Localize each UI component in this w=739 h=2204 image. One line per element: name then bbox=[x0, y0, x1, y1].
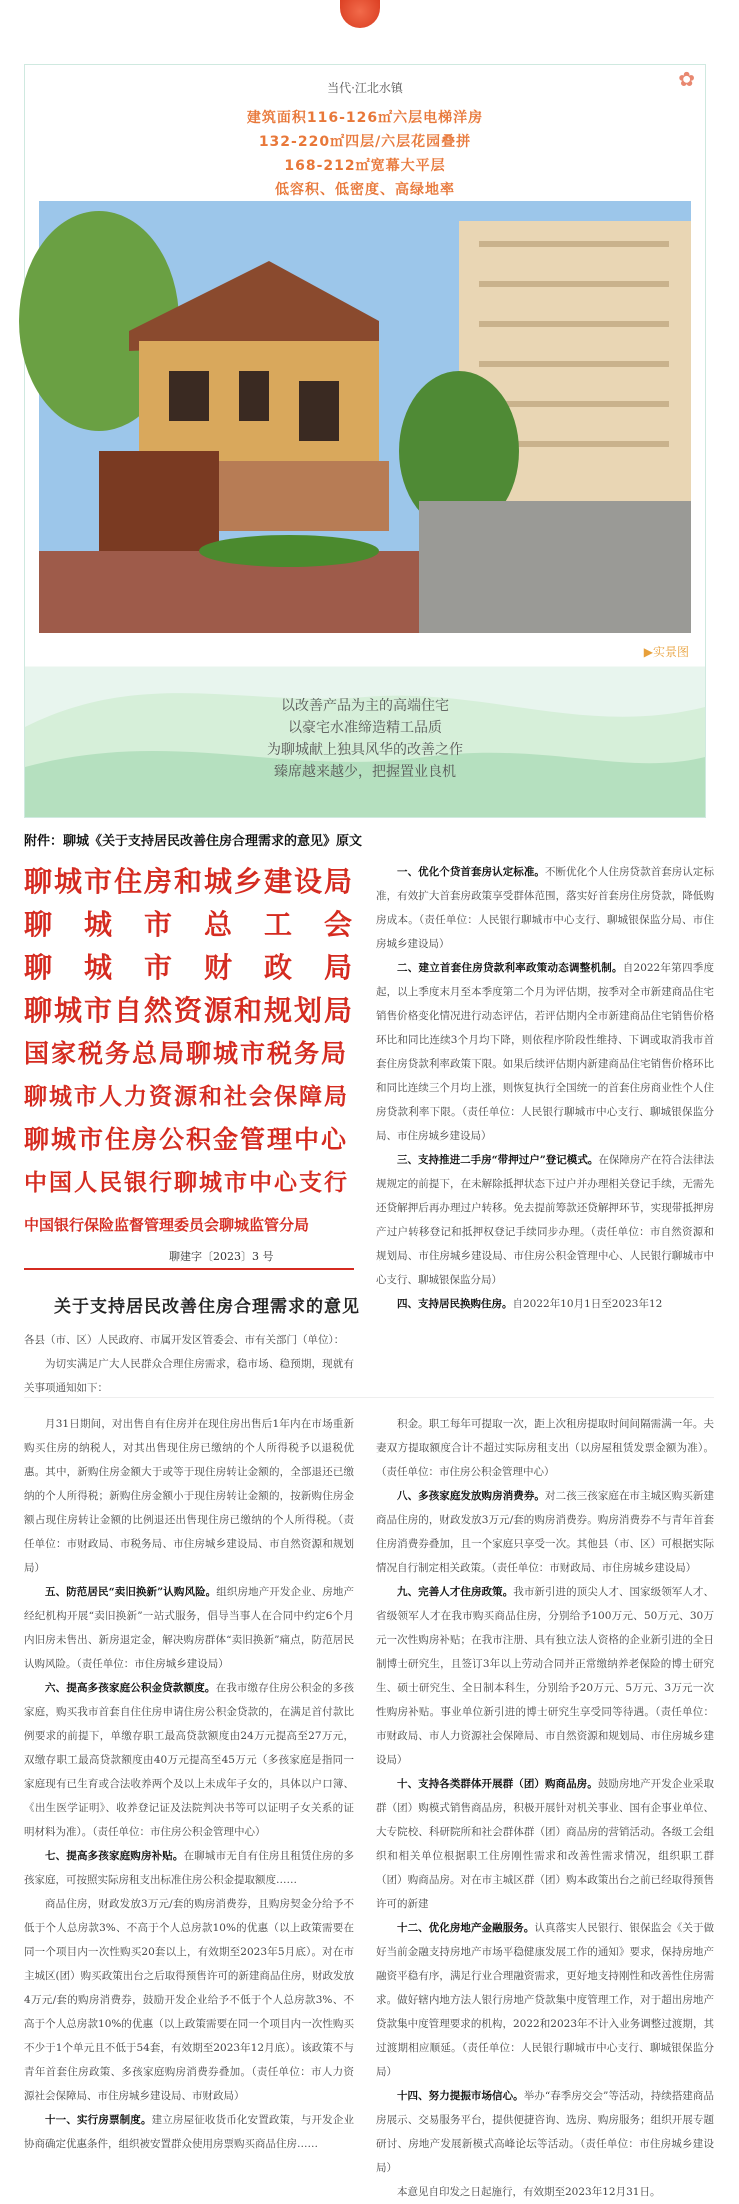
clause-text: 举办“春季房交会”等活动，持续搭建商品房展示、交易服务平台，提供便捷咨询、选房、购房服务；组织开展专题研讨、房地产发展新模式高峰论坛等活动。（责任单位：市住房城乡建设局） bbox=[376, 2090, 714, 2174]
doc-paragraph bbox=[24, 1844, 354, 1892]
promo-line: 132-220㎡四层/六层花园叠拼 bbox=[258, 134, 472, 150]
intro-text: 为切实满足广大人民群众合理住房需求，稳市场、稳预期，现就有关事项通知如下： bbox=[24, 1358, 354, 1394]
promo-line: 低容积、低密度、高绿地率 bbox=[275, 182, 455, 198]
doc-paragraph bbox=[376, 1292, 714, 1316]
clause-heading: 十二、优化房地产金融服务。 bbox=[397, 1922, 535, 1934]
doc-paragraph bbox=[376, 1148, 714, 1292]
clause-heading: 八、多孩家庭发放购房消费券。 bbox=[397, 1490, 545, 1502]
doc-paragraph bbox=[24, 1412, 354, 1580]
clause-text: 鼓励房地产开发企业采取群（团）购模式销售商品房，积极开展针对机关事业、国有企事业单位、大专院校、科研院所和社会群体群（团）商品房的营销活动。各级工会组织和相关单位根据职工住房刚性需求和改善性需求情况，组织职工群（团）购商品房。对在市主城区群（团）购本政策出台之前已经取得预售许可的新建 bbox=[376, 1778, 715, 1910]
issuer-name: 国家税务总局聊城市税务局 bbox=[24, 1039, 349, 1068]
intro-text: 各县（市、区）人民政府、市属开发区管委会、市有关部门（单位）： bbox=[24, 1334, 345, 1346]
real-photo-badge: ▶实景图 bbox=[643, 645, 689, 659]
doc-paragraph bbox=[376, 1484, 714, 1580]
page2-left-column bbox=[24, 1412, 354, 2164]
doc-paragraph bbox=[376, 1772, 714, 1916]
doc-paragraph bbox=[376, 956, 714, 1148]
page-divider bbox=[24, 1397, 714, 1398]
policy-document bbox=[24, 852, 715, 2198]
clause-text: 自2022年10月1日至2023年12 bbox=[512, 1298, 663, 1310]
clause-text: 组织房地产开发企业、房地产经纪机构开展“卖旧换新”一站式服务，倡导当事人在合同中约定6个月内旧房未售出、新房退定金，解决购房群体“卖旧换新”痛点，防范居民认购风险。（责任单位：市住房城乡建设局） bbox=[24, 1586, 354, 1670]
clause-heading: 一、优化个贷首套房认定标准。 bbox=[397, 866, 545, 878]
clause-text: 在聊城市无自有住房且租赁住房的多孩家庭，可按照实际房租支出标准住房公积金提取额度…… bbox=[24, 1850, 355, 1886]
issuer-name: 中国人民银行聊城市中心支行 bbox=[24, 1169, 349, 1196]
promo-slogan: 臻席越来越少，把握置业良机 bbox=[274, 764, 456, 780]
issuer-name: 聊城市人力资源和社会保障局 bbox=[24, 1083, 349, 1110]
villa-photo bbox=[39, 201, 691, 633]
clause-heading: 四、支持居民换购住房。 bbox=[397, 1298, 513, 1310]
issuer-name: 聊 城 市 财 政 局 bbox=[24, 951, 355, 984]
doc-paragraph bbox=[24, 1580, 354, 1676]
doc-paragraph bbox=[24, 2108, 354, 2156]
clause-heading: 十一、实行房票制度。 bbox=[45, 2114, 152, 2126]
clause-heading: 六、提高多孩家庭公积金贷款额度。 bbox=[45, 1682, 216, 1694]
promo-card bbox=[24, 64, 706, 818]
doc-paragraph bbox=[376, 1580, 714, 1772]
doc-paragraph bbox=[376, 2084, 714, 2180]
doc-paragraph bbox=[376, 860, 714, 956]
promo-line: 建筑面积116-126㎡六层电梯洋房 bbox=[246, 110, 484, 126]
issuer-name: 聊 城 市 总 工 会 bbox=[24, 908, 355, 941]
clause-text: 对二孩三孩家庭在市主城区购买新建商品住房的，财政发放3万元/套的购房消费券。购房消费券不与青年首套住房消费券叠加，且一个家庭只享受一次。其他县（市、区）可根据实际情况自行制定相关政策。（责任单位：市财政局、市住房城乡建设局） bbox=[376, 1490, 715, 1574]
promo-slogan: 为聊城献上独具风华的改善之作 bbox=[267, 742, 463, 758]
clause-text: 在我市缴存住房公积金的多孩家庭，购买我市首套自住住房申请住房公积金贷款的，在满足首付款比例要求的前提下，单缴存职工最高贷款额度由24万元提高至27万元，双缴存职工最高贷款额度由40万元提高至45万元（多孩家庭是指同一家庭现有已生育或合法收养两个及以上未成年子女的，具体以户口簿、《出生医学证明》、收养登记证及法院判决书等可以证明子女关系的证明材料为准）。（责任单位：市住房公积金管理中心） bbox=[24, 1682, 355, 1838]
promo-line: 168-212㎡宽幕大平层 bbox=[284, 158, 446, 174]
clause-text: 本意见自印发之日起施行，有效期至2023年12月31日。 bbox=[397, 2186, 661, 2198]
issuer-name: 聊城市住房公积金管理中心 bbox=[24, 1125, 349, 1154]
attachment-label: 附件：聊城《关于支持居民改善住房合理需求的意见》原文 bbox=[24, 834, 363, 849]
issuer-name: 聊城市自然资源和规划局 bbox=[24, 994, 355, 1027]
issuer-name: 中国银行保险监督管理委员会聊城监管分局 bbox=[24, 1216, 310, 1234]
doc-paragraph bbox=[376, 1916, 714, 2084]
issuer-header bbox=[24, 860, 354, 1247]
doc-paragraph bbox=[376, 2180, 714, 2204]
doc-paragraph bbox=[24, 1676, 354, 1844]
doc-number: 聊建字〔2023〕3 号 bbox=[169, 1250, 274, 1263]
issuer-name: 聊城市住房和城乡建设局 bbox=[24, 865, 355, 898]
clause-heading: 三、支持推进二手房“带押过户”登记模式。 bbox=[397, 1154, 599, 1166]
page2-right-column bbox=[376, 1412, 715, 2198]
doc-paragraph bbox=[376, 1412, 714, 1484]
doc-title: 关于支持居民改善住房合理需求的意见 bbox=[54, 1297, 360, 1317]
clause-text: 月31日期间，对出售自有住房并在现住房出售后1年内在市场重新购买住房的纳税人，对其出售现住房已缴纳的个人所得税予以退税优惠。其中，新购住房金额大于或等于现住房转让金额的，全部退还已缴纳的个人所得税；新购住房金额小于现住房转让金额的，按新购住房金额占现住房转让金额的比例退还出售现住房已缴纳的个人所得税。（责任单位：市财政局、市税务局、市住房城乡建设局、市自然资源和规划局） bbox=[24, 1418, 354, 1574]
clause-heading: 七、提高多孩家庭购房补贴。 bbox=[45, 1850, 184, 1862]
promo-slogan: 以豪宅水准缔造精工品质 bbox=[288, 720, 442, 736]
page1-right-column bbox=[376, 860, 714, 1380]
clause-heading: 二、建立首套住房贷款利率政策动态调整机制。 bbox=[397, 962, 623, 974]
red-rule bbox=[24, 1268, 354, 1270]
clause-text: 认真落实人民银行、银保监会《关于做好当前金融支持房地产市场平稳健康发展工作的通知》要求，保持房地产融资平稳有序，满足行业合理融资需求，更好地支持刚性和改善性住房需求。做好辖内地方法人银行房地产贷款集中度管理工作，对于超出房地产贷款集中度管理要求的机构，2022和2023年不计入业务调整过渡期，其过渡期相应顺延。（责任单位：人民银行聊城市中心支行、聊城银保监分局） bbox=[376, 1922, 715, 2078]
clause-heading: 十、支持各类群体开展群（团）购商品房。 bbox=[397, 1778, 598, 1790]
promo-location: 当代·江北水镇 bbox=[327, 81, 403, 95]
clause-text: 我市新引进的顶尖人才、国家级领军人才、省级领军人才在我市购买商品住房，分别给予100万元、50万元、30万元一次性购房补贴；在我市注册、具有独立法人资格的企业新引进的全日制博士研究生，且签订3年以上劳动合同并正常缴纳养老保险的博士研究生、硕士研究生、全日制本科生，分别给予20万元、5万元、3万元一次性购房补贴。事业单位新引进的博士研究生享受同等待遇。（责任单位：市财政局、市人力资源社会保障局、市自然资源和规划局、市住房城乡建设局） bbox=[376, 1586, 715, 1766]
clause-heading: 十四、努力提振市场信心。 bbox=[397, 2090, 524, 2102]
promo-slogan: 以改善产品为主的高端住宅 bbox=[281, 698, 449, 714]
clause-heading: 九、完善人才住房政策。 bbox=[397, 1586, 514, 1598]
clause-text: 商品住房，财政发放3万元/套的购房消费券，且购房契金分给予不低于个人总房款3%、不高于个人总房款10%的优惠（以上政策需要在同一个项目内一次性购买20套以上，有效期至2023年5月底）。对在市主城区(团）购买政策出台之后取得预售许可的新建商品住房，财政发放4万元/套的购房消费券，鼓励开发企业给予不低于个人总房款3%、不高于个人总房款10%的优惠（以上政策需要在同一个项目内一次性购买不少于1个单元且不低于54套，有效期至2023年12月底）。该政策不与青年首套住房政策、多孩家庭购房消费券叠加。（责任单位：市人力资源社会保障局、市住房城乡建设局、市财政局） bbox=[24, 1898, 354, 2102]
doc-paragraph bbox=[24, 1892, 354, 2108]
clause-text: 自2022年第四季度起，以上季度末月至本季度第二个月为评估期，按季对全市新建商品住宅销售价格变化情况进行动态评估，若评估期内全市新建商品住宅销售价格环比和同比连续3个月均下降，则依程序阶段性维持、下调或取消我市首套住房贷款利率政策下限。如果后续评估期内新建商品住宅销售价格环比和同比连续三个月均上涨，则恢复执行全国统一的首套住房商业性个人住房贷款利率下限。（责任单位：人民银行聊城市中心支行、聊城银保监分局、市住房城乡建设局） bbox=[376, 962, 714, 1142]
clause-text: 不断优化个人住房贷款首套房认定标准，有效扩大首套房政策享受群体范围，落实好首套房住房贷款，降低购房成本。（责任单位：人民银行聊城市中心支行、聊城银保监分局、市住房城乡建设局） bbox=[376, 866, 715, 950]
flower-icon: ✿ bbox=[678, 67, 695, 91]
app-logo bbox=[340, 0, 380, 28]
clause-text: 建立房屋征收货币化安置政策，与开发企业协商确定优惠条件，组织被安置群众使用房票购买商品住房…… bbox=[24, 2114, 355, 2150]
doc-intro bbox=[24, 1328, 354, 1400]
clause-heading: 五、防范居民“卖旧换新”认购风险。 bbox=[45, 1586, 217, 1598]
clause-text: 在保障房产在符合法律法规规定的前提下，在未解除抵押状态下过户并办理相关登记手续，无需先还贷解押后再办理过户转移。免去提前筹款还贷解押环节，实现带抵押房产过户转移登记和抵押权登记手续同步办理。（责任单位：市自然资源和规划局、市住房城乡建设局、市住房公积金管理中心、人民银行聊城市中心支行、聊城银保监分局） bbox=[376, 1154, 714, 1286]
clause-text: 积金。职工每年可提取一次，距上次租房提取时间间隔需满一年。夫妻双方提取额度合计不超过实际房租支出（以房屋租赁发票金额为准）。（责任单位：市住房公积金管理中心） bbox=[376, 1418, 714, 1478]
